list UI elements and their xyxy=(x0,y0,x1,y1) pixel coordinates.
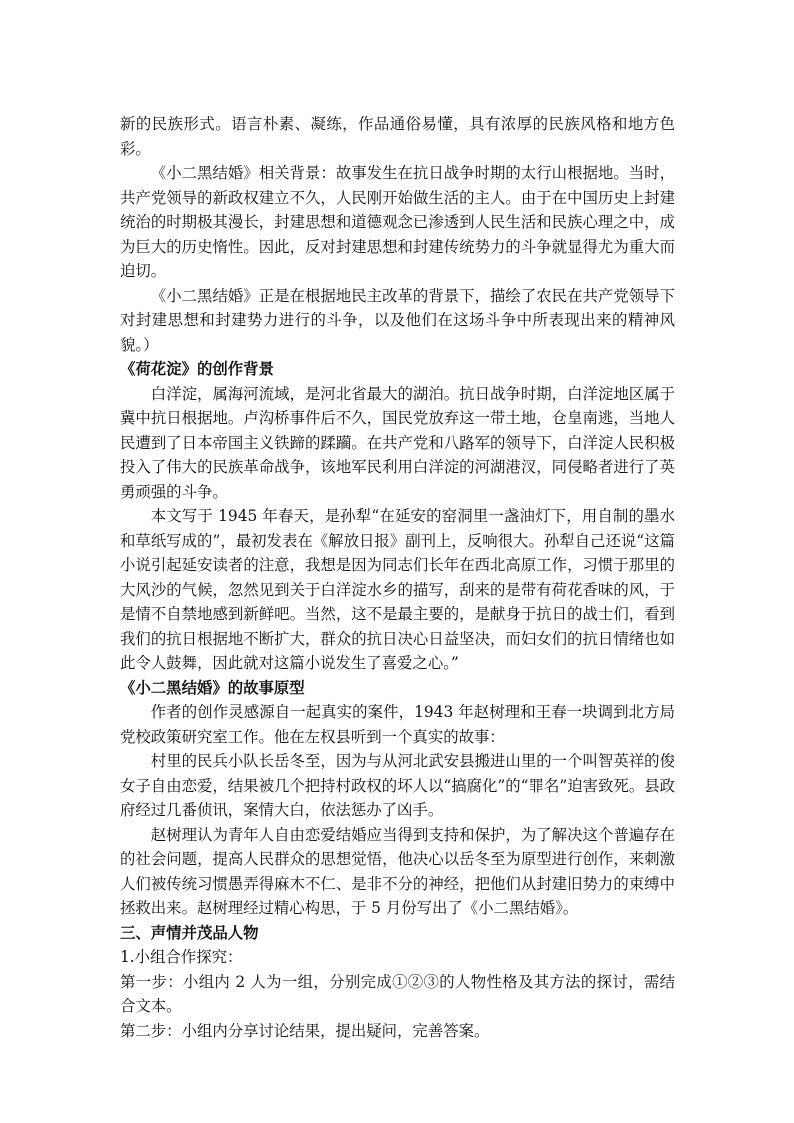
paragraph-baiyangdian: 白洋淀，属海河流域，是河北省最大的湖泊。抗日战争时期，白洋淀地区属于冀中抗日根据地。卢沟桥事件后不久，国民党放弃这一带土地，仓皇南逃，当地人民遭到了日本帝国主义铁蹄的蹂躏。在共产党和八路军的领导下，白洋淀人民积极投入了伟大的民族革命战争，该地军民利用白洋淀的河湖港汊，同侵略者进行了英勇顽强的斗争。 xyxy=(120,384,675,501)
heading-hehuadian-background: 《荷花淀》的创作背景 xyxy=(120,360,274,378)
list-item-step-one: 第一步：小组内 2 人为一组，分别完成①②③的人物性格及其方法的探讨，需结合文本。 xyxy=(120,972,675,1015)
paragraph-inspiration: 作者的创作灵感源自一起真实的案件，1943 年赵树理和王春一块调到北方局党校政策研究室工作。他在左权县听到一个真实的故事： xyxy=(120,703,675,746)
paragraph-continuation: 新的民族形式。语言朴素、凝练，作品通俗易懂，具有浓厚的民族风格和地方色彩。 xyxy=(120,115,675,158)
paragraph-summary: 《小二黑结婚》正是在根据地民主改革的背景下，描绘了农民在共产党领导下对封建思想和封建势力进行的斗争，以及他们在这场斗争中所表现出来的精神风貌。） xyxy=(120,286,675,354)
paragraph-sunli-quote: 本文写于 1945 年春天，是孙犁“在延安的窑洞里一盏油灯下，用自制的墨水和草纸写成的”，最初发表在《解放日报》副刊上，反响很大。孙犁自己还说“这篇小说引起延安读者的注意，我想是因为同志们长年在西北高原工作，习惯于那里的大风沙的气候，忽然见到关于白洋淀水乡的描写，刮来的是带有荷花香味的风，于是情不自禁地感到新鲜吧。当然，这不是最主要的，是献身于抗日的战士们，看到我们的抗日根据地不断扩大，群众的抗日决心日益坚决，而妇女们的抗日情绪也如此令人鼓舞，因此就对这篇小说发生了喜爱之心。” xyxy=(120,507,675,672)
paragraph-true-story: 村里的民兵小队长岳冬至，因为与从河北武安县搬进山里的一个叫智英祥的俊女子自由恋爱，结果被几个把持村政权的坏人以“搞腐化”的“罪名”迫害致死。县政府经过几番侦讯，案情大白，依法惩办了凶手。 xyxy=(120,752,675,819)
heading-section-three: 三、声情并茂品人物 xyxy=(120,923,259,942)
document-page xyxy=(120,112,675,1043)
paragraph-background: 《小二黑结婚》相关背景：故事发生在抗日战争时期的太行山根据地。当时，共产党领导的新政权建立不久，人民刚开始做生活的主人。由于在中国历史上封建统治的时期极其漫长，封建思想和道德观念已渗透到人民生活和民族心理之中，成为巨大的历史惰性。因此，反对封建思想和封建传统势力的斗争就显得尤为重大而迫切。 xyxy=(120,164,675,280)
list-item-step-two: 第二步：小组内分享讨论结果，提出疑问，完善答案。 xyxy=(120,1021,490,1040)
list-item-group-inquiry: 1.小组合作探究： xyxy=(120,948,243,966)
heading-story-prototype: 《小二黑结婚》的故事原型 xyxy=(120,678,305,697)
paragraph-zhao-shuli: 赵树理认为青年人自由恋爱结婚应当得到支持和保护，为了解决这个普遍存在的社会问题，提高人民群众的思想觉悟，他决心以岳冬至为原型进行创作，来刺激人们被传统习惯愚弄得麻木不仁、是非不分的神经，把他们从封建旧势力的束缚中拯救出来。赵树理经过精心构思，于 5 月份写出了《小二黑结婚》。 xyxy=(120,825,675,917)
